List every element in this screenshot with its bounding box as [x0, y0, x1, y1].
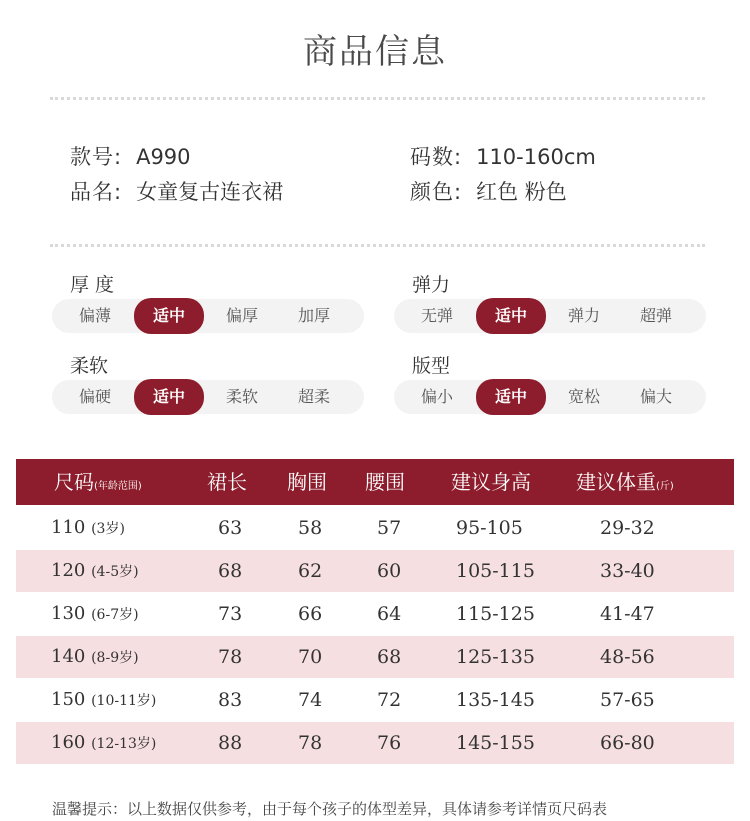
- table-row: [16, 679, 734, 721]
- age-range: (8-9岁): [91, 650, 139, 666]
- cell-size: [51, 636, 139, 678]
- cell-length: 68: [218, 560, 243, 582]
- size-value: 140: [51, 646, 86, 667]
- cell-length: 78: [218, 646, 243, 668]
- sizes-label: 码数:: [410, 145, 463, 169]
- elasticity-selector: [394, 299, 706, 333]
- softness-title: 柔软: [70, 355, 109, 377]
- style-number-value: A990: [136, 145, 191, 169]
- cell-waist: 57: [377, 517, 402, 539]
- cell-chest: 70: [298, 646, 323, 668]
- cell-size: [51, 550, 139, 592]
- header-waist: 腰围: [365, 470, 405, 494]
- thickness-option: 偏厚: [225, 306, 258, 325]
- cell-weight: 29-32: [600, 517, 655, 539]
- cell-height: 135-145: [456, 689, 535, 711]
- cell-length: 63: [218, 517, 243, 539]
- style-number-label: 款号:: [70, 145, 123, 169]
- cell-chest: 74: [298, 689, 323, 711]
- color-row: [410, 176, 567, 206]
- cell-length: 73: [218, 603, 243, 625]
- product-name-label: 品名:: [70, 180, 123, 204]
- size-value: 160: [51, 732, 86, 753]
- header-weight: [576, 459, 674, 505]
- age-range: (10-11岁): [91, 693, 157, 709]
- softness-option-selected: 适中: [134, 379, 204, 415]
- cell-weight: 41-47: [600, 603, 655, 625]
- softness-selector: [52, 380, 364, 414]
- header-weight-label: 建议体重: [576, 470, 656, 494]
- cell-waist: 76: [377, 732, 402, 754]
- cell-waist: 64: [377, 603, 402, 625]
- cell-length: 88: [218, 732, 243, 754]
- fit-title: 版型: [412, 355, 451, 377]
- cell-size: [51, 722, 156, 764]
- table-row: [16, 507, 734, 549]
- softness-option: 超柔: [297, 387, 330, 406]
- color-label: 颜色:: [410, 180, 463, 204]
- thickness-selector: [52, 299, 364, 333]
- cell-chest: 66: [298, 603, 323, 625]
- cell-height: 105-115: [456, 560, 535, 582]
- sizes-value: 110-160cm: [476, 145, 596, 169]
- sizes-row: [410, 141, 596, 171]
- age-range: (6-7岁): [91, 607, 139, 623]
- header-weight-note: (斤): [656, 481, 674, 492]
- cell-height: 125-135: [456, 646, 535, 668]
- age-range: (12-13岁): [91, 736, 157, 752]
- header-size-note: (年龄范围): [94, 481, 142, 492]
- color-value: 红色 粉色: [476, 180, 567, 204]
- cell-height: 145-155: [456, 732, 535, 754]
- size-value: 150: [51, 689, 86, 710]
- divider: [50, 97, 705, 100]
- cell-height: 95-105: [456, 517, 523, 539]
- header-height: 建议身高: [451, 470, 531, 494]
- age-range: (3岁): [91, 521, 125, 537]
- elasticity-option: 超弹: [639, 306, 672, 325]
- cell-height: 115-125: [456, 603, 535, 625]
- table-row: [16, 636, 734, 678]
- elasticity-option-selected: 适中: [476, 298, 546, 334]
- elasticity-title: 弹力: [412, 274, 451, 296]
- page-title: 商品信息: [303, 32, 447, 72]
- softness-option: 柔软: [225, 387, 258, 406]
- divider: [50, 244, 705, 247]
- cell-size: [51, 679, 156, 721]
- cell-length: 83: [218, 689, 243, 711]
- elasticity-option: 无弹: [420, 306, 453, 325]
- cell-waist: 68: [377, 646, 402, 668]
- style-number-row: [70, 141, 191, 171]
- age-range: (4-5岁): [91, 564, 139, 580]
- fit-selector: [394, 380, 706, 414]
- fit-option-selected: 适中: [476, 379, 546, 415]
- thickness-option: 偏薄: [78, 306, 111, 325]
- cell-weight: 48-56: [600, 646, 655, 668]
- fit-option: 偏大: [639, 387, 672, 406]
- footnote: 温馨提示：以上数据仅供参考，由于每个孩子的体型差异，具体请参考详情页尺码表: [52, 800, 608, 818]
- product-name-row: [70, 176, 283, 206]
- fit-option: 宽松: [567, 387, 600, 406]
- product-name-value: 女童复古连衣裙: [136, 180, 284, 204]
- size-value: 110: [51, 517, 86, 538]
- cell-chest: 62: [298, 560, 323, 582]
- header-size: [54, 459, 142, 505]
- cell-waist: 72: [377, 689, 402, 711]
- thickness-option-selected: 适中: [134, 298, 204, 334]
- cell-chest: 58: [298, 517, 323, 539]
- table-row: [16, 593, 734, 635]
- cell-weight: 33-40: [600, 560, 655, 582]
- size-table-header: [16, 459, 734, 505]
- cell-size: [51, 507, 125, 549]
- thickness-title: 厚 度: [70, 274, 115, 296]
- cell-size: [51, 593, 139, 635]
- table-row: [16, 550, 734, 592]
- thickness-option: 加厚: [297, 306, 330, 325]
- table-row: [16, 722, 734, 764]
- cell-waist: 60: [377, 560, 402, 582]
- cell-weight: 57-65: [600, 689, 655, 711]
- header-chest: 胸围: [287, 470, 327, 494]
- elasticity-option: 弹力: [567, 306, 600, 325]
- size-value: 120: [51, 560, 86, 581]
- cell-chest: 78: [298, 732, 323, 754]
- header-size-label: 尺码: [54, 470, 94, 494]
- cell-weight: 66-80: [600, 732, 655, 754]
- size-value: 130: [51, 603, 86, 624]
- header-length: 裙长: [207, 470, 247, 494]
- softness-option: 偏硬: [78, 387, 111, 406]
- fit-option: 偏小: [420, 387, 453, 406]
